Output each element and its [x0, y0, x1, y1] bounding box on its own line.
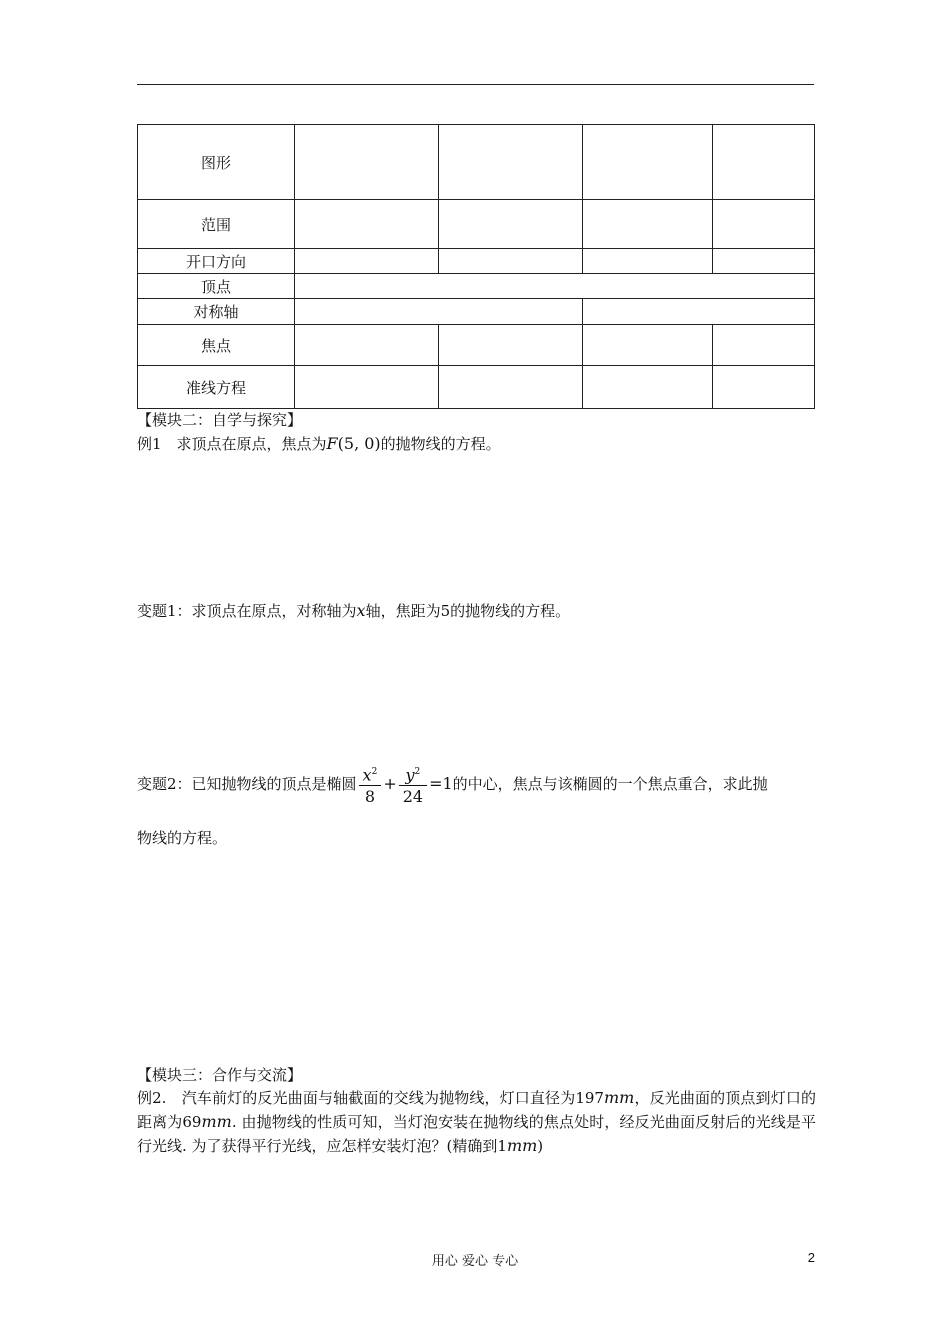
table-row	[138, 325, 815, 366]
unit-mm: mm	[506, 1136, 538, 1155]
table-cell	[295, 200, 439, 249]
frac2-den: 24	[402, 787, 424, 807]
table-cell	[713, 125, 815, 200]
row-label: 对称轴	[138, 299, 295, 325]
table-cell	[295, 299, 583, 325]
table-cell	[583, 325, 713, 366]
table-cell	[583, 249, 713, 274]
table-cell	[295, 249, 439, 274]
example2-part1: 例2. 汽车前灯的反光曲面与轴截面的交线为抛物线，灯口直径为197	[137, 1089, 604, 1107]
table-cell	[583, 299, 815, 325]
table-cell	[439, 249, 583, 274]
fraction-x2-over-8	[359, 762, 382, 808]
frac2-num: y	[405, 765, 415, 785]
unit-mm: mm	[603, 1088, 635, 1107]
frac2-exp: 2	[414, 767, 421, 777]
table-cell	[713, 249, 815, 274]
example2-part3: . 由抛物线的性质可知，当灯泡安装在抛物线的焦点处时，经反光曲面反射后的光线是平行光线. 为了获得平行光线，应怎样安装灯泡？(精确到1	[137, 1113, 817, 1155]
unit-mm: mm	[201, 1112, 232, 1131]
table-row	[138, 200, 815, 249]
header-rule	[137, 84, 814, 85]
row-label: 焦点	[138, 325, 295, 366]
example1-prefix: 例1 求顶点在原点，焦点为	[137, 435, 327, 453]
parabola-properties-table	[137, 124, 815, 409]
equals-one: =1	[429, 774, 453, 794]
row-label: 范围	[138, 200, 295, 249]
frac1-num: x	[362, 765, 372, 785]
example1-suffix: 的抛物线的方程。	[380, 435, 501, 453]
row-label: 开口方向	[138, 249, 295, 274]
row-label: 图形	[138, 125, 295, 200]
variant1-suffix: 轴，焦距为5的抛物线的方程。	[365, 602, 571, 620]
table-cell	[713, 200, 815, 249]
table-cell	[713, 325, 815, 366]
table-cell	[583, 366, 713, 409]
variant2-line1	[137, 762, 768, 808]
module2-heading: 【模块二：自学与探究】	[137, 411, 303, 429]
table-cell	[439, 200, 583, 249]
example2	[137, 1086, 816, 1158]
table-cell	[439, 125, 583, 200]
table-row	[138, 125, 815, 200]
table-cell	[295, 125, 439, 200]
table-cell	[295, 274, 815, 299]
table-cell	[439, 366, 583, 409]
variant2-suffix: 的中心，焦点与该椭圆的一个焦点重合，求此抛	[452, 775, 768, 794]
table-row	[138, 366, 815, 409]
fraction-y2-over-24	[399, 762, 427, 808]
module3-heading: 【模块三：合作与交流】	[137, 1066, 303, 1084]
table-cell	[583, 125, 713, 200]
example1	[137, 432, 501, 456]
math-F: F	[326, 434, 338, 453]
table-row	[138, 249, 815, 274]
variant2-prefix: 变题2：已知抛物线的顶点是椭圆	[137, 775, 357, 794]
table-row	[138, 299, 815, 325]
math-point: (5, 0)	[337, 434, 381, 453]
table-cell	[713, 366, 815, 409]
row-label: 准线方程	[138, 366, 295, 409]
variant1	[137, 599, 570, 623]
variant2-line2: 物线的方程。	[137, 829, 228, 847]
table-cell	[439, 325, 583, 366]
variant1-prefix: 变题1：求顶点在原点，对称轴为	[137, 602, 357, 620]
footer-text: 用心 爱心 专心	[431, 1254, 519, 1269]
row-label: 顶点	[138, 274, 295, 299]
example2-part2: ，反光曲面的顶点到灯口的距离为69	[137, 1089, 816, 1131]
frac1-exp: 2	[371, 767, 378, 777]
example2-part4: )	[537, 1137, 544, 1155]
table-cell	[295, 366, 439, 409]
page-number: 2	[807, 1250, 815, 1265]
plus-sign: +	[383, 774, 397, 794]
frac1-den: 8	[364, 787, 376, 807]
table-cell	[295, 325, 439, 366]
table-row	[138, 274, 815, 299]
table-cell	[583, 200, 713, 249]
math-x: x	[356, 601, 366, 620]
